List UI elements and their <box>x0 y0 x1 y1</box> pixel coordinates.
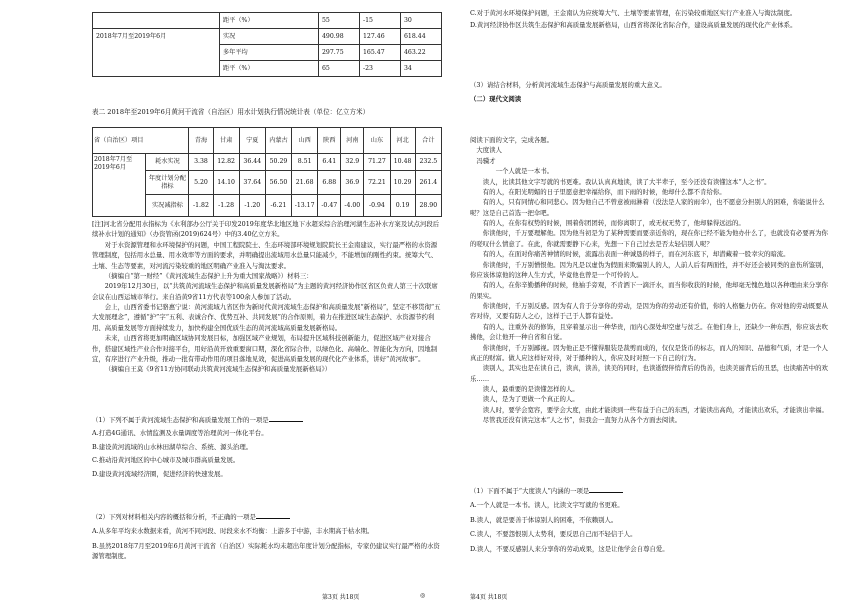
paragraph: 读人时，要学会宽容，要学会大度，由此才能读到一些有益于自己的东西，才能读出高尚，才能读出欢乐，才能读出幸福。 <box>482 405 828 414</box>
page-separator-icon: ◎ <box>420 592 426 599</box>
source-line: （摘编自“第一财经”《黄河流域生态保护上升为重大国家战略》）材料三： <box>104 271 313 280</box>
paragraph: 有的人，在你辛勤播种的时候，他袖手旁观，不肯洒下一滴汗水，而当你收获的时候，他却毫无愧色地以各种理由来分享你的果实。 <box>470 281 828 300</box>
question-stem: （3）请结合材料，分析黄河流域生态保护与高质量发展的重大意义。 <box>470 81 666 89</box>
paragraph: 会上，山西省委书记骆惠宁说：黄河流域九省区作为新时代黄河流域生态保护和高质量发展“新格局”，坚定不移贯彻“五大发展理念”，遵循“护”字“五利、表诚合作、优势互补、共同发展”的合作原则，着力在推进区域生态保护、水资源节约利用、高质量发展等方面持续发力，加快构建全国优质生态的黄河流域高质量发展新格局。 <box>92 303 441 332</box>
paragraph: 读别人，其实也是在读自己，读真，读善，读美的同时，也读逝假伴悄背后的伪善，也读美丽背后的丑恶，也读痛苦中的欢乐…… <box>470 364 828 383</box>
table2-caption: 表二 2018年至2019年6月黄河干流省（自治区）用水计划执行情况统计表（单位：亿立方米） <box>92 108 370 116</box>
paragraph: 有的人，在你有权势的时候，围着你团团转，而你离职了，或无权无势了，他却躲得远远的。 <box>482 219 745 227</box>
table-row: 多年平均 297.75 165.47 463.22 <box>93 45 442 61</box>
option-d[interactable]: D.建设黄河流域经济圈，促进经济的快速发展。 <box>92 469 227 478</box>
section-heading: （二）现代文阅读 <box>470 95 522 104</box>
answer-blank[interactable] <box>256 518 290 519</box>
note-paragraph: [注]河北省分配用水指标为《水利部办公厅关于印发2019年度华北地区地下水超采综合治理河湖生态补水方案及试点河段后续补水计划的通知》（办资管函(2019)624号）中的3.40亿立方米。 <box>92 220 440 239</box>
source-line: （摘编自王莫《9省11方协同联动共筑黄河流域生态保护和高质量发展新格局》） <box>104 365 332 374</box>
right-page <box>470 0 830 608</box>
option-b[interactable]: B.读人，就是要善于体谅别人的困难，不依赖别人。 <box>470 515 618 524</box>
water-usage-table <box>92 127 442 217</box>
option-b[interactable]: B.虽然2018年7月至2019年6月黄河干流省（自治区）实际耗水均未超出年度计划分配指标，专家仍建议实行最严格的水资源管理制度。 <box>92 541 440 561</box>
paragraph: 尽管我还没有读完这本“人之书”，但我会一直努力从各个方面去阅读。 <box>482 416 682 425</box>
table-row: 距平（%） 55 -15 30 <box>93 13 442 29</box>
option-a[interactable]: A.打造4G通讯、水情监测及水量调度等治理黄河一体化平台。 <box>92 429 268 438</box>
option-d[interactable]: D.读人，不要反感别人来分享你的劳动成果，这是让他学会自尊自爱。 <box>470 544 669 553</box>
page-number-left: 第3页 共18页 <box>322 594 360 601</box>
table-row: 年度计划分配指标 5.20 14.10 37.64 56.50 21.68 6.88 36.9 72.21 10.29 261.4 <box>93 171 442 195</box>
water-inflow-table <box>92 12 442 77</box>
paragraph: 对于水资源管理和水环境保护的问题，中国工程院院士、生态环境部环境规划院院长王金南建议，实行最严格的水资源管理制度，包括用水总量、用水效率等方面的要求，并明确提出流域用水总量只能减少，不能增加的刚性约束。统筹大气、土壤、生态等要素，对河流污染较重的地区明确产业准入与淘汰要求。 <box>92 240 438 270</box>
paragraph: 有的人，在阳光明媚的日子里愿意把幸福给你，而下雨的时候，他却什么都不肯给你。 <box>482 187 726 196</box>
question-stem: （1）下面不属于“大度读人”内涵的一项是 <box>470 487 590 495</box>
paragraph: 你读他时，千万别反感。因为有人肯于分享你的劳动，是因为你的劳动还有价值，你的人格魅力仍在。你对他的劳动既要从容对待，又要有防人之心，这样于己于人都有益处。 <box>470 302 828 321</box>
paragraph: 有的人，注重外表的修饰，且穿着显示出一种华贵，而内心深处却空虚与贫乏。在他们身上，还缺少一种东西，你应该去吹拂他，会让他开一种自省和自觉。 <box>470 322 828 342</box>
option-a[interactable]: A.一个人就是一本书。读人，比读文字写就的书更难。 <box>470 501 624 510</box>
paragraph: 你读他时，千万要理解他。因为他当初是为了某种需要而要亲近你的，现在你已经不能为他办什么了，也就没有必要再为你的嗟叹什么情意了。在此，你就需要静下心来，先想一下自己过去是否太轻信别人呢？ <box>470 229 828 248</box>
question-stem: （2）下列对材料相关内容的概括和分析，不正确的一项是 <box>92 513 256 521</box>
option-a[interactable]: A.从多年平均来水数据来看，黄河不同河段、时段来水不均衡：上游多于中游，丰水期高于枯水期。 <box>92 527 374 536</box>
reading-intro: 阅读下面的文字，完成各题。 <box>470 136 554 144</box>
option-d[interactable]: D.黄河经济协作区共筑生态保护和高质量发展新格局，山西省将深化省际合作，建设高质量发展的现代化产业体系。 <box>470 21 797 30</box>
paragraph: 读人，最重要的是读懂怎样的人。 <box>482 385 579 393</box>
question-1 <box>92 415 442 479</box>
paragraph: 你读他时，千万别鄙视。因为他正是不懂得服装是裁剪而成的，仅仅是货币的标志，而人的知识、品德和气质，才是一个人真正的财富。做人应这样好对待，对于播种的人，你应及时对照一下自己的行为。 <box>470 343 828 362</box>
table-row: 2018年7月至2019年6月 实况 490.98 127.46 618.44 <box>93 29 442 45</box>
paragraph: 你读他时，千万别憎恨他。因为凡是以虚伪为假面来欺骗别人的人，人前人后有两面性，并不好还会被同类的意伤所鉴别，你应该体谅他的这种人生方式，毕竟他也曾是一个可怜的人。 <box>470 260 828 279</box>
material-text <box>92 219 442 375</box>
reading-passage <box>470 135 830 426</box>
paragraph: 未来，山西省将更加明确区域协同发展目标，加强区域产业规划，布局提升区域科技创新能力，促进区域产业对接合作，搭建区域性产业合作对接平台，用好沿黄开放重要窗口期，深化省际合作，以绿色化、高端化、智能化为方向，因地制宜，有序进行产业升级，推动一批有带动作用的项目落地见效，促进高质量发展的现代化产业体系，讲好“黄河故事”。 <box>92 334 438 363</box>
table-row: 实况减指标 -1.82 -1.28 -1.20 -6.21 -13.17 -0.47 -4.00 -0.94 0.19 28.90 <box>93 195 442 217</box>
passage-author: 冯骥才 <box>476 156 496 165</box>
passage-title: 大度读人 <box>476 146 502 155</box>
paragraph: 读人，是为了更做一个真正的人。 <box>482 395 579 404</box>
paragraph: 2019年12月30日，以“共筑黄河流域生态保护和高质量发展新格局”为主题的黄河经济协作区省区负责人第三十次联席会议在山西运城市举行。来自沿黄9省11方代表等100余人参加了活动。 <box>92 282 438 301</box>
paragraph: 读人，比读其他文字写就的书更难。我认认真真地读，读了大半辈子，至今还没有读懂这本“人之书”。 <box>482 177 771 186</box>
option-b[interactable]: B.建设黄河流域的山水林田湖草综合、系统、源头治理。 <box>92 442 253 451</box>
paragraph: 有的人，只有同情心和同悲心。因为他自己不曾意被雨淋着（没法是人家的雨伞），也不愿意分担别人的困难，你能说什么呢？这是自己首选一把伞吧。 <box>470 198 825 217</box>
option-c[interactable]: C.推动沿黄河地区的中心城市及城市群高质量发展。 <box>92 456 240 465</box>
question-3 <box>470 80 830 105</box>
answer-blank[interactable] <box>269 421 303 422</box>
option-c[interactable]: C.读人，不要怨恨别人太势利，要反思自己而不轻信于人。 <box>470 530 637 539</box>
question-2-cont <box>470 8 830 31</box>
answer-blank[interactable] <box>589 492 623 493</box>
page-number-right: 第4页 共18页 <box>470 594 508 601</box>
table-row: 2018年7月至2019年6月 耗水实况 3.38 12.82 36.44 50.29 8.51 6.41 32.9 71.27 10.48 232.5 <box>93 154 442 171</box>
option-c[interactable]: C.对于黄河水环境保护问题，王金南认为应统筹大气、土壤等要素管理，在污染较重地区实行产业准入与淘汰制度。 <box>470 9 797 17</box>
reading-question-1 <box>470 486 830 554</box>
table-row: 省（自治区）项目 青海 甘肃 宁夏 内蒙古 山西 陕西 河南 山东 河北 合计 <box>93 128 442 154</box>
paragraph: 有的人，在面对你痛苦神情的时候，流露出表面一种诚恳的样子，而在河东底下，却潜藏着一股幸灾的暗流。 <box>482 250 790 259</box>
left-page <box>92 0 442 608</box>
question-2 <box>92 512 442 562</box>
table-row: 距平（%） 65 -23 34 <box>93 61 442 77</box>
paragraph: 一个人就是一本书。 <box>495 167 554 176</box>
question-stem: （1）下列不属于黄河流域生态保护和高质量发展工作的一项是 <box>92 416 269 424</box>
